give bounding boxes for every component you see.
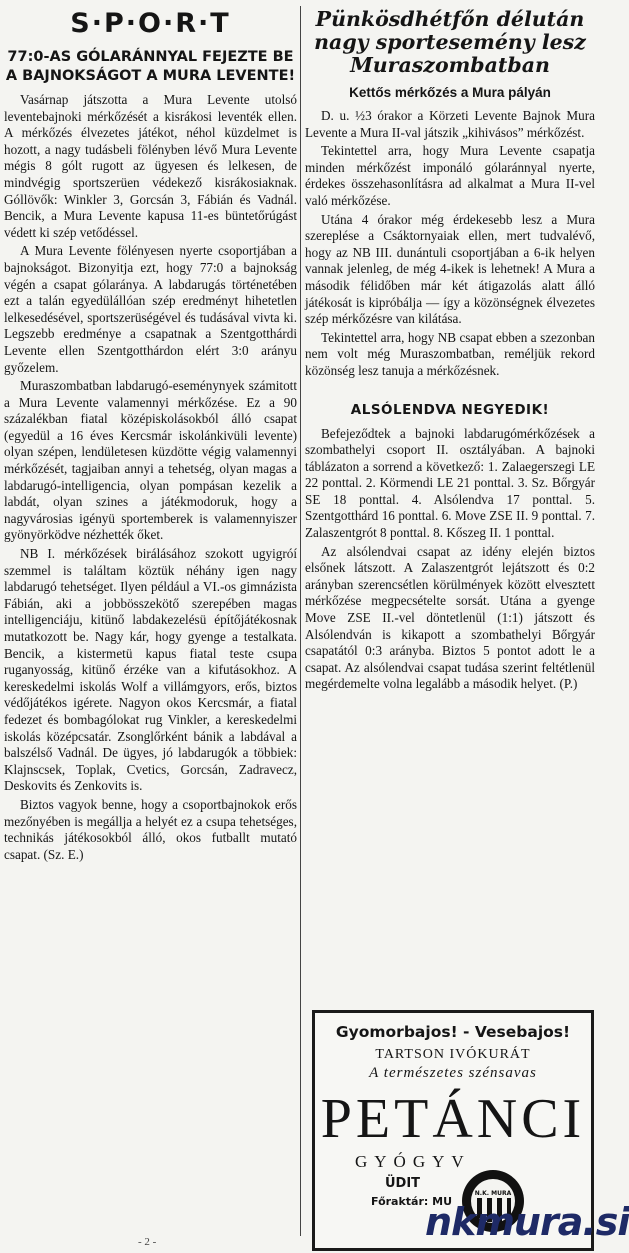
nkmura-watermark: nkmura.si <box>425 1200 629 1244</box>
ad-line: Főraktár: MU <box>371 1195 453 1208</box>
page-number: - 2 - <box>138 1236 157 1248</box>
pentecost-headline: Pünkösdhétfőn délután nagy sportesemény lesz Muraszombatban <box>314 7 586 77</box>
pentecost-subtitle: Kettős mérkőzés a Mura pályán <box>349 85 551 100</box>
logo-year: 1924 <box>483 1181 503 1189</box>
article-paragraph: Befejeződtek a bajnoki labdarugómérkőzések a szombathelyi csoport II. osztályában. A bajnoki táblázaton a sorrend a következő: 1. Zalaegerszegi LE 22 ponttal. 2. Körmendi LE 21 ponttal. 3. Sz. Bőrgyár SE 18 ponttal. 4. Alsólendva 17 ponttal. 5. Szentgotthárd 16 ponttal. 6. Move ZSE II. 9 ponttal. 7. Zalaszentgrót 8 ponttal. 8. Kőszeg II. 1 ponttal. <box>305 425 595 541</box>
sport-masthead: S·P·O·R·T <box>70 8 231 39</box>
logo-name: N.K. MURA <box>474 1190 512 1197</box>
ad-slogan: Gyomorbajos! - Vesebajos! <box>335 1023 571 1041</box>
column-divider <box>300 6 301 1236</box>
left-column <box>4 0 297 863</box>
article-paragraph: Az alsólendvai csapat az idény elején biztos elsőnek látszott. A Zalaszentgrót lejátszott és 0:2 arányban szerencsétlen körülmények között elvesztett mérkőzése megpecsételte sorsát. Utána a gyenge Move ZSE II.-vel döntetlenül (1:1) játszott és Alsólendván is kikapott a szombathelyi Bőrgyár csapatától 0:3 arányba. Biztos 5 pontot adott le a csapat. Az alsólendvai csapat tudása szerint feltétlenül megérdemelte volna legalább a második helyet. (P.) <box>305 543 595 692</box>
ad-line: A természetes szénsavas <box>369 1065 537 1081</box>
article-paragraph: Tekintettel arra, hogy Mura Levente csapatja minden mérkőzést imponáló gólaránnyal nyerte, érdekes összehasonlításra ad alkalmat a Mura II-vel való mérkőzése. <box>305 143 595 208</box>
article-paragraph: Vasárnap játszotta a Mura Levente utolsó leventebajnoki mérkőzését a kisrákosi leventék ellen. A mérkőzés élvezetes játékot, néhol küzdelmet is hozott, a nagy tudásbeli fölényben lévő Mura Levente mégis 8 gólt rugott az ügyesen és lelkesen, de mindvégig sportszerüen védekező kisrákosiaknak. Góllövők: Winkler 3, Gorcsán 3, Fábián és Vadnál. Bencik, a Mura Levente kapusa 11-es büntetőrúgást védett ki szép vetődéssel. <box>4 92 297 240</box>
ad-line: GYÓGYV <box>355 1152 471 1171</box>
ad-line: TARTSON IVÓKURÁT <box>375 1047 531 1062</box>
alsolendva-headline: ALSÓLENDVA NEGYEDIK! <box>350 401 550 418</box>
ad-line: ÜDIT <box>385 1176 421 1191</box>
article-paragraph: A Mura Levente fölényesen nyerte csoportjában a bajnokságot. Bizonyitja ezt, hogy 77:0 a bajnokság végén a csapat gólaránya. A labdarugás történetében ezt a talán egyedülállóan szép eredményt hihetetlen lelkesedésével, sportszerüségével és tudásával vivta ki. Legszebb eredménye a csapatnak a Szentgotthárdi Levente ellen Szentgotthárdon elért 3:0 arányu győzelem. <box>4 243 297 375</box>
mura-headline: 77:0-AS GÓLARÁNNYAL FEJEZTE BE A BAJNOKSÁGOT A MURA LEVENTE! <box>5 49 296 84</box>
article-paragraph: Biztos vagyok benne, hogy a csoportbajnokok erős mezőnyében is megállja a helyét ez a csupa tehetséges, technikás játékosokból álló, okos futballt mutató csapat. (Sz. E.) <box>4 796 297 862</box>
article-paragraph: Utána 4 órakor még érdekesebb lesz a Mura szereplése a Csáktornyaiak ellen, mert tudvalévő, hogy az NB III. dunántuli csoportjában a 6-ik helyen vannak jelenleg, de még 4-ikek is lehetnek! A Mura a második félidőben már két átigazolás alatt álló játékosát is kipróbálja — így a közönségnek élvezetes szép mérkőzésre van kilátása. <box>305 211 595 327</box>
article-paragraph: D. u. ½3 órakor a Körzeti Levente Bajnok Mura Levente a Mura II-val játszik „kihivásos” mérkőzést. <box>305 108 595 140</box>
right-column <box>305 0 595 693</box>
ad-brand: PETÁNCI <box>320 1088 586 1150</box>
article-paragraph: Muraszombatban labdarugó-eseménynyek számitott a Mura Levente valamennyi mérkőzése. Ez a 90 százalékban fiatal középiskolásokból álló csapat (egyedül a 16 éves Kercsmár iskolánkivüli levente) olyan szépen, lendületesen küzdötte végig valamennyi mérkőzését, tagjaiban annyi a tehetség, olyan magas a labdarugó-intelligencia, olyan pompásan kezelik a labdát, olyan szines a játékmodoruk, hogy a nagyvárosias igényü sportemberek is valamennyiszer gyönyörködve nézhették őket. <box>4 378 297 543</box>
article-paragraph: Tekintettel arra, hogy NB csapat ebben a szezonban nem volt még Muraszombatban, reméljük rekord közönség lesz tanuja a mérkőzésnek. <box>305 329 595 378</box>
article-paragraph: NB I. mérkőzések birálásához szokott ugyigróí szemmel is találtam köztük néhány igen nagy labdarugó tehetséget. Ilyen például a VI.-os gimnázista Fábián, aki a jobbösszekötő szerepében magas intelligenciáju, kitünő labdakezelésü építőjátékosnak mutatkozott be. Nagy kár, hogy gyenge a testalkata. Bencik, a kistermetü kapus fiatal teste csupa ruganyosság, kitünő érzéke van a kifutásokhoz. A kereskedelmi iskolás Wolf a villámgyors, erős, biztos védőjátékos igérete. Nagyon okos Kercsmár, a fiatal fedezet és bombagólokat rug Vinkler, a kereskedelmi iskolás középcsatár. Zsonglőrként bánik a labdával a balszélső Vadnál. De ügyes, jó labdarugók a többiek: Klajnscsek, Toplak, Cvetics, Gorcsán, Zadravecz, Deskovits és Zenkovits is. <box>4 546 297 794</box>
